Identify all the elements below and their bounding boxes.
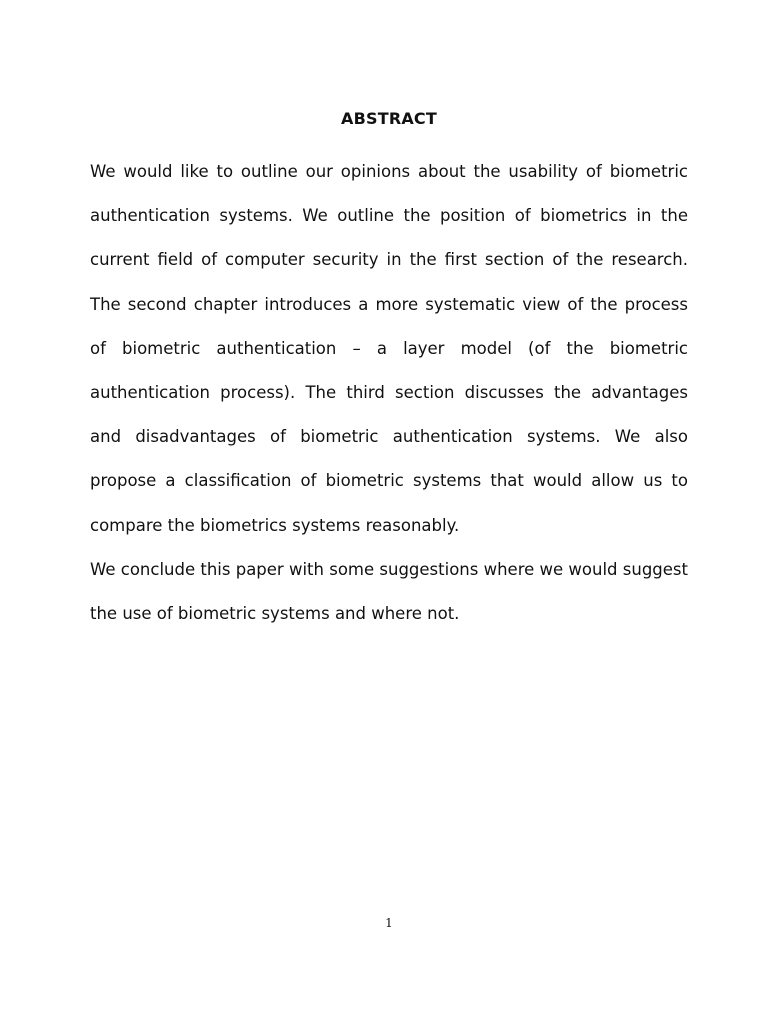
abstract-paragraph-1: We would like to outline our opinions about the usability of biometric authentication systems. We outline the position of biometrics in the current field of computer security in the first section of the research. The second chapter introduces a more systematic view of the process of biometric authentication – a layer model (of the biometric authentication process). The third section discusses the advantages and disadvantages of biometric authentication systems. We also propose a classification of biometric systems that would allow us to compare the biometrics systems reasonably. bbox=[90, 162, 688, 535]
page-number: 1 bbox=[385, 916, 393, 930]
abstract-paragraph-2: We conclude this paper with some suggestions where we would suggest the use of biometric systems and where not. bbox=[90, 559, 688, 624]
abstract-body bbox=[90, 150, 688, 636]
abstract-heading: ABSTRACT bbox=[341, 109, 437, 128]
